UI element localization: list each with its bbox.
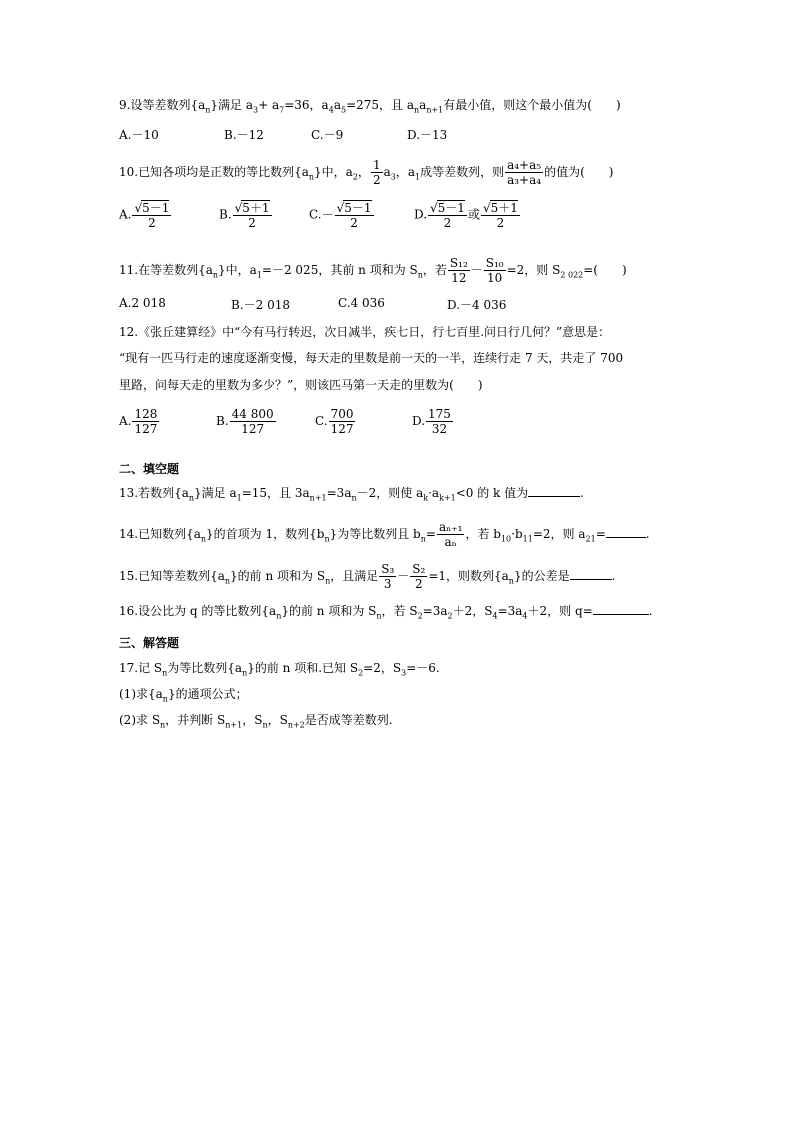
half-fraction: $\frac{1}{2}$ [372,158,381,187]
question-17-part-2: (2)求 $S_n$，并判断 $S_{n+1}$，$S_n$，$S_{n+2}$是否成等差数列. [119,713,393,730]
section-solve-heading: 三、解答题 [119,636,180,650]
question-17-stem: 17.记 $S_n$为等比数列$\{a_n\}$的前 n 项和.已知 $S_2=2$，$S_3=-6$. [119,661,440,678]
q11-option-a: A.2 018 [119,296,166,310]
answer-blank-15[interactable] [570,567,612,580]
q9-option-a: A.－10 [119,128,159,142]
q10-option-b: B. $\frac{√5+1}{2}$ [219,201,270,230]
question-13: 13.若数列$\{a_n\}$满足 $a_1=15$，且 $3a_{n+1}=3a_n-2$，则使 $a_k\cdot a_{k+1}<0$ 的 k 值为 . [119,486,584,503]
answer-blank-16[interactable] [593,602,649,615]
question-16: 16.设公比为 q 的等比数列$\{a_n\}$的前 n 项和为 $S_n$，若 $S_2=3a_2+2$，$S_4=3a_4+2$，则 q= . [119,604,653,621]
q10-option-d: D. $\frac{√5-1}{2}$ 或 $\frac{√5+1}{2}$ [414,201,518,230]
answer-blank-13[interactable] [528,484,580,497]
q10-option-a: A. $\frac{√5-1}{2}$ [119,201,170,230]
q11-option-b: B.－2 018 [231,298,290,312]
q9-option-d: D.－13 [407,128,448,142]
q9-option-c: C.－9 [311,128,344,142]
q12-option-c: C. $\frac{700}{127}$ [315,407,354,436]
q12-option-b: B. $\frac{44 800}{127}$ [216,407,274,436]
q11-option-c: C.4 036 [338,296,385,310]
section-fill-blank-heading: 二、填空题 [119,462,180,476]
answer-blank-14[interactable] [606,525,646,538]
question-12-line-2: “现有一匹马行走的速度逐渐变慢，每天走的里数是前一天的一半，连续行走 7 天，共走了 700 [119,351,624,365]
q12-option-d: D. $\frac{175}{32}$ [412,407,451,436]
question-17-part-1: (1)求$\{a_n\}$的通项公式； [119,687,248,704]
question-12-line-1: 12.《张丘建算经》中“今有马行转迟，次日减半，疾七日，行七百里.问日行几何？”意思是： [119,325,611,339]
ratio-fraction: $\frac{\text{a₄+a₅}}{\text{a₃+a₄}}$ [507,158,542,187]
q12-option-a: A. $\frac{128}{127}$ [119,407,158,436]
q9-option-b: B.－12 [224,128,264,142]
q10-option-c: C.－ $\frac{√5-1}{2}$ [309,201,372,230]
question-15: 15.已知等差数列$\{a_n\}$的前 n 项和为 $S_n$，且满足 $\frac{\text{S₃}}{3}$ － $\frac{\text{S₂}}{2}$ =1，则数列$\{a_n\}$的公差是 . [119,562,616,591]
question-9-stem: 9.设等差数列$\{a_n\}$满足 $a_3+ a_7=36$，$a_4a_5=275$，且 $a_na_{n+1}$有最小值，则这个最小值为( ) [119,98,621,115]
question-11-stem: 11.在等差数列$\{a_n\}$中，$a_1=-2$ 025，其前 n 项和为 $S_n$，若 $\frac{\text{S₁₂}}{12}$ － $\frac{\text{S₁₀}}{10}$ =2，则 $S_{2 022}=$( ) [119,256,627,285]
question-14: 14.已知数列$\{a_n\}$的首项为 1，数列$\{b_n\}$为等比数列且 $b_n=$ $\frac{\text{aₙ₊₁}}{\text{aₙ}}$ ，若 $b_{10}\cdot b_{11}=2$，则 $a_{21}=$ . [119,520,650,549]
question-10-stem: 10.已知各项均是正数的等比数列$\{a_n\}$中，$a_2$， $\frac{1}{2}$ $a_3$，$a_1$成等差数列，则 $\frac{\text{a₄+a₅}}{\text{a₃+a₄}}$ 的值为( ) [119,158,614,187]
q11-option-d: D.－4 036 [447,298,507,312]
question-12-line-3: 里路，问每天走的里数为多少？”，则该匹马第一天走的里数为( ) [119,378,483,392]
